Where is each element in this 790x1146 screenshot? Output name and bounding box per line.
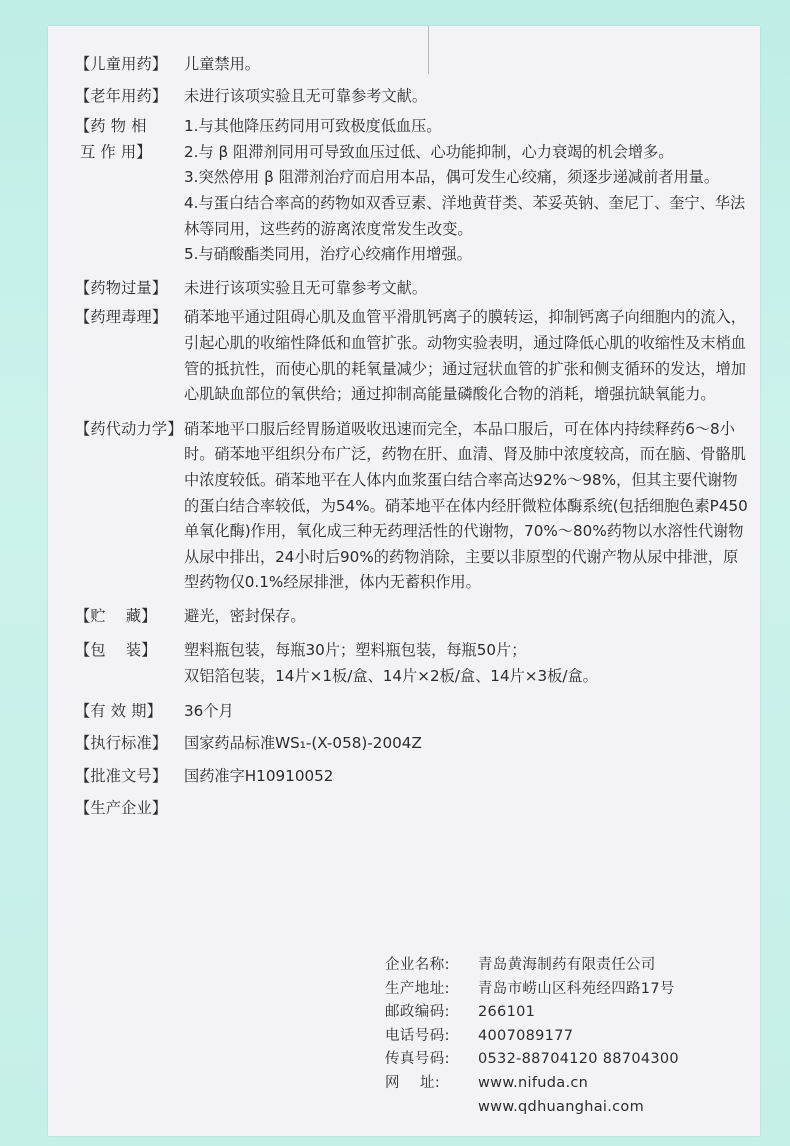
section-geriatric-use	[75, 84, 751, 110]
section-storage	[75, 604, 751, 630]
section-text: 双铝箔包装，14片×1板/盒、14片×2板/盒、14片×3板/盒。	[184, 667, 598, 686]
section-text: 未进行该项实验且无可靠参考文献。	[184, 278, 427, 297]
company-value: 0532-88704120 88704300	[478, 1051, 679, 1068]
interaction-item: 3.突然停用 β 阻滞剂治疗而启用本品，偶可发生心绞痛，须逐步递减前者用量。	[184, 168, 720, 187]
company-website-line	[385, 1072, 745, 1096]
section-content	[184, 52, 751, 78]
company-key	[385, 1096, 478, 1120]
section-packaging	[75, 638, 751, 689]
company-key: 传真号码:	[385, 1051, 450, 1068]
section-drug-interactions	[75, 114, 751, 268]
company-website-link: www.nifuda.cn	[478, 1074, 589, 1091]
interaction-item: 2.与 β 阻滞剂同用可导致血压过低、心功能抑制，心力衰竭的机会增多。	[184, 142, 674, 161]
interaction-item: 1.与其他降压药同用可致极度低血压。	[184, 117, 442, 136]
section-label: 【儿童用药】	[75, 55, 168, 73]
company-value: 266101	[478, 1004, 536, 1021]
section-content	[184, 604, 751, 630]
section-manufacturer	[75, 796, 751, 822]
section-content	[184, 731, 751, 757]
company-name-line	[385, 954, 745, 978]
company-address-line	[385, 978, 745, 1002]
company-key: 生产地址:	[385, 980, 450, 997]
section-label: 【贮 藏】	[75, 606, 157, 625]
section-text: 硝苯地平口服后经胃肠道吸收迅速而完全，本品口服后，可在体内持续释药6～8小时。硝苯地平组织分布广泛，药物在肝、血清、肾及肺中浓度较高，而在脑、骨骼肌中浓度较低。硝苯地平在人体内血浆蛋白结合率高达92%～98%，但其主要代谢物的蛋白结合率较低，为54%。硝苯地平在体内经肝微粒体酶系统(包括细胞色素P450单氧化酶)作用，氧化成三种无药理活性的代谢物，70%～80%药物以水溶性代谢物从尿中排出，24小时后90%的药物消除，主要以非原型的代谢产物从尿中排泄，原型药物仅0.1%经尿排泄，体内无蓄积作用。	[184, 419, 748, 592]
section-text: 国药准字H10910052	[184, 766, 334, 785]
section-content	[184, 276, 751, 302]
section-label: 【老年用药】	[75, 86, 168, 105]
section-content	[184, 114, 751, 268]
company-key: 邮政编码:	[385, 1004, 450, 1021]
section-standard	[75, 731, 751, 757]
section-content	[184, 417, 751, 596]
section-label: 【药理毒理】	[75, 308, 168, 327]
section-label: 【执行标准】	[75, 734, 168, 753]
section-pediatric-use	[75, 52, 751, 78]
company-key: 企业名称:	[385, 957, 450, 973]
section-text: 硝苯地平通过阻碍心肌及血管平滑肌钙离子的膜转运，抑制钙离子向细胞内的流入，引起心肌的收缩性降低和血管扩张。动物实验表明，通过降低心肌的收缩性及末梢血管的抵抗性，而使心肌的耗氧量减少；通过冠状血管的扩张和侧支循环的发达，增加心肌缺血部位的氧供给；通过抑制高能量磷酸化合物的消耗，增强抗缺氧能力。	[184, 308, 746, 404]
section-overdose	[75, 276, 751, 302]
section-label: 【药 物 相 互 作 用】	[75, 117, 152, 161]
company-website-link: www.qdhuanghai.com	[478, 1098, 645, 1115]
section-content	[184, 796, 751, 822]
company-key: 电话号码:	[385, 1027, 450, 1044]
section-content	[184, 84, 751, 110]
section-label: 【生产企业】	[75, 799, 168, 818]
manufacturer-info	[385, 954, 745, 1119]
section-label: 【包 装】	[75, 641, 157, 660]
section-content	[184, 305, 751, 407]
section-label: 【有 效 期】	[75, 701, 162, 720]
section-content	[184, 638, 751, 689]
company-value: 青岛市崂山区科苑经四路17号	[478, 980, 675, 997]
section-text: 未进行该项实验且无可靠参考文献。	[184, 86, 427, 105]
section-text: 避光，密封保存。	[184, 606, 306, 625]
section-content	[184, 764, 751, 790]
section-label: 【药物过量】	[75, 278, 168, 297]
section-pharmacokinetics	[75, 417, 751, 596]
section-text: 儿童禁用。	[184, 55, 260, 73]
interaction-item: 5.与硝酸酯类同用，治疗心绞痛作用增强。	[184, 245, 472, 264]
company-fax-line	[385, 1048, 745, 1072]
company-phone-line	[385, 1025, 745, 1049]
leaflet-sections	[75, 52, 751, 822]
section-text: 国家药品标准WS₁-(X-058)-2004Z	[184, 734, 422, 753]
leaflet-page	[48, 26, 760, 1136]
section-text: 36个月	[184, 701, 234, 720]
company-value: 青岛黄海制药有限责任公司	[478, 957, 656, 973]
company-postcode-line	[385, 1001, 745, 1025]
interaction-item: 4.与蛋白结合率高的药物如双香豆素、洋地黄苷类、苯妥英钠、奎尼丁、奎宁、华法林等同用，这些药的游离浓度常发生改变。	[184, 193, 746, 238]
section-shelf-life	[75, 699, 751, 725]
section-content	[184, 699, 751, 725]
company-key: 网 址:	[385, 1074, 441, 1091]
section-pharmacology-toxicology	[75, 305, 751, 407]
section-text: 塑料瓶包装，每瓶30片；塑料瓶包装，每瓶50片；	[184, 641, 527, 660]
section-label: 【批准文号】	[75, 766, 168, 785]
company-value: 4007089177	[478, 1027, 574, 1044]
section-label: 【药代动力学】	[75, 419, 183, 438]
company-website-line-2	[385, 1096, 745, 1120]
section-approval-number	[75, 764, 751, 790]
